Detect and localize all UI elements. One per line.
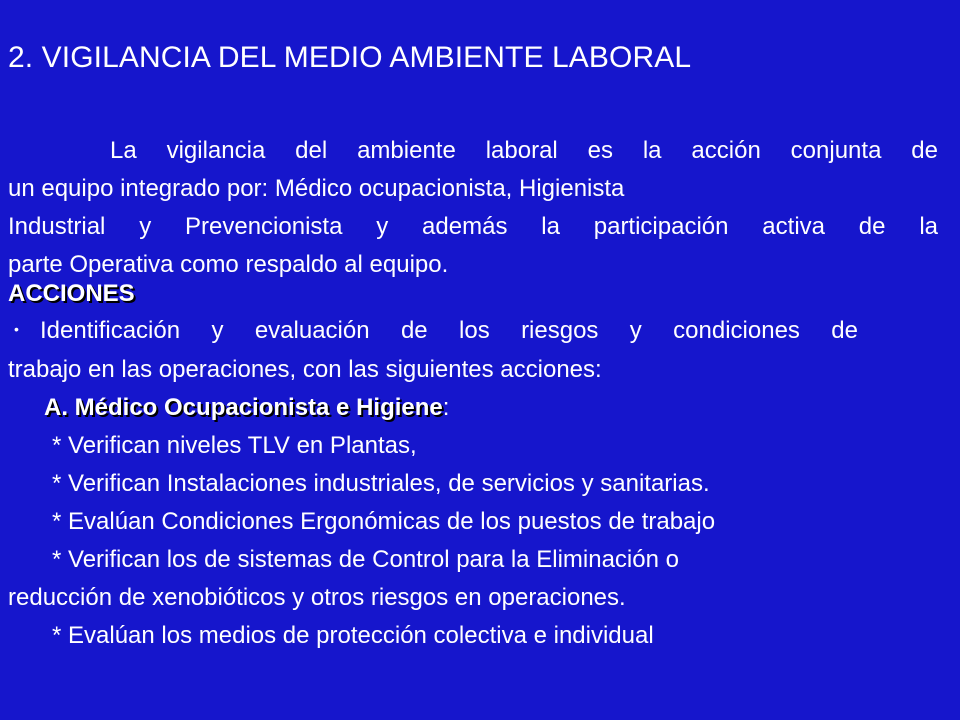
bullet-line-2: trabajo en las operaciones, con las siguientes acciones: (8, 355, 602, 383)
acciones-heading: ACCIONES (8, 280, 135, 307)
intro-line-3: Industrial y Prevencionista y además la participación activa de la (8, 213, 938, 240)
subsection-heading (8, 389, 948, 427)
subsection-label: A. Médico Ocupacionista e Higiene (44, 393, 443, 421)
bullet-line-1: Identificación y evaluación de los riesgos y condiciones de (40, 317, 858, 344)
list-item: * Evalúan los medios de protección colectiva e individual (52, 621, 654, 649)
slide-body (8, 132, 948, 655)
subsection-suffix: : (442, 393, 450, 421)
intro-line-1: La vigilancia del ambiente laboral es la acción conjunta de (110, 137, 938, 164)
list-item-continuation: reducción de xenobióticos y otros riesgos en operaciones. (8, 583, 626, 611)
intro-line-4: parte Operativa como respaldo al equipo. (8, 251, 449, 278)
bullet-icon: • (14, 320, 19, 337)
list-item: * Verifican Instalaciones industriales, de servicios y sanitarias. (52, 469, 710, 497)
slide-title: 2. VIGILANCIA DEL MEDIO AMBIENTE LABORAL (8, 41, 692, 74)
list-item: * Verifican niveles TLV en Plantas, (52, 431, 417, 459)
list-item: * Evalúan Condiciones Ergonómicas de los puestos de trabajo (52, 507, 716, 535)
list-item: * Verifican los de sistemas de Control para la Eliminación o (52, 545, 679, 573)
bullet-item (8, 312, 948, 351)
intro-line-2: un equipo integrado por: Médico ocupacionista, Higienista (8, 175, 625, 202)
